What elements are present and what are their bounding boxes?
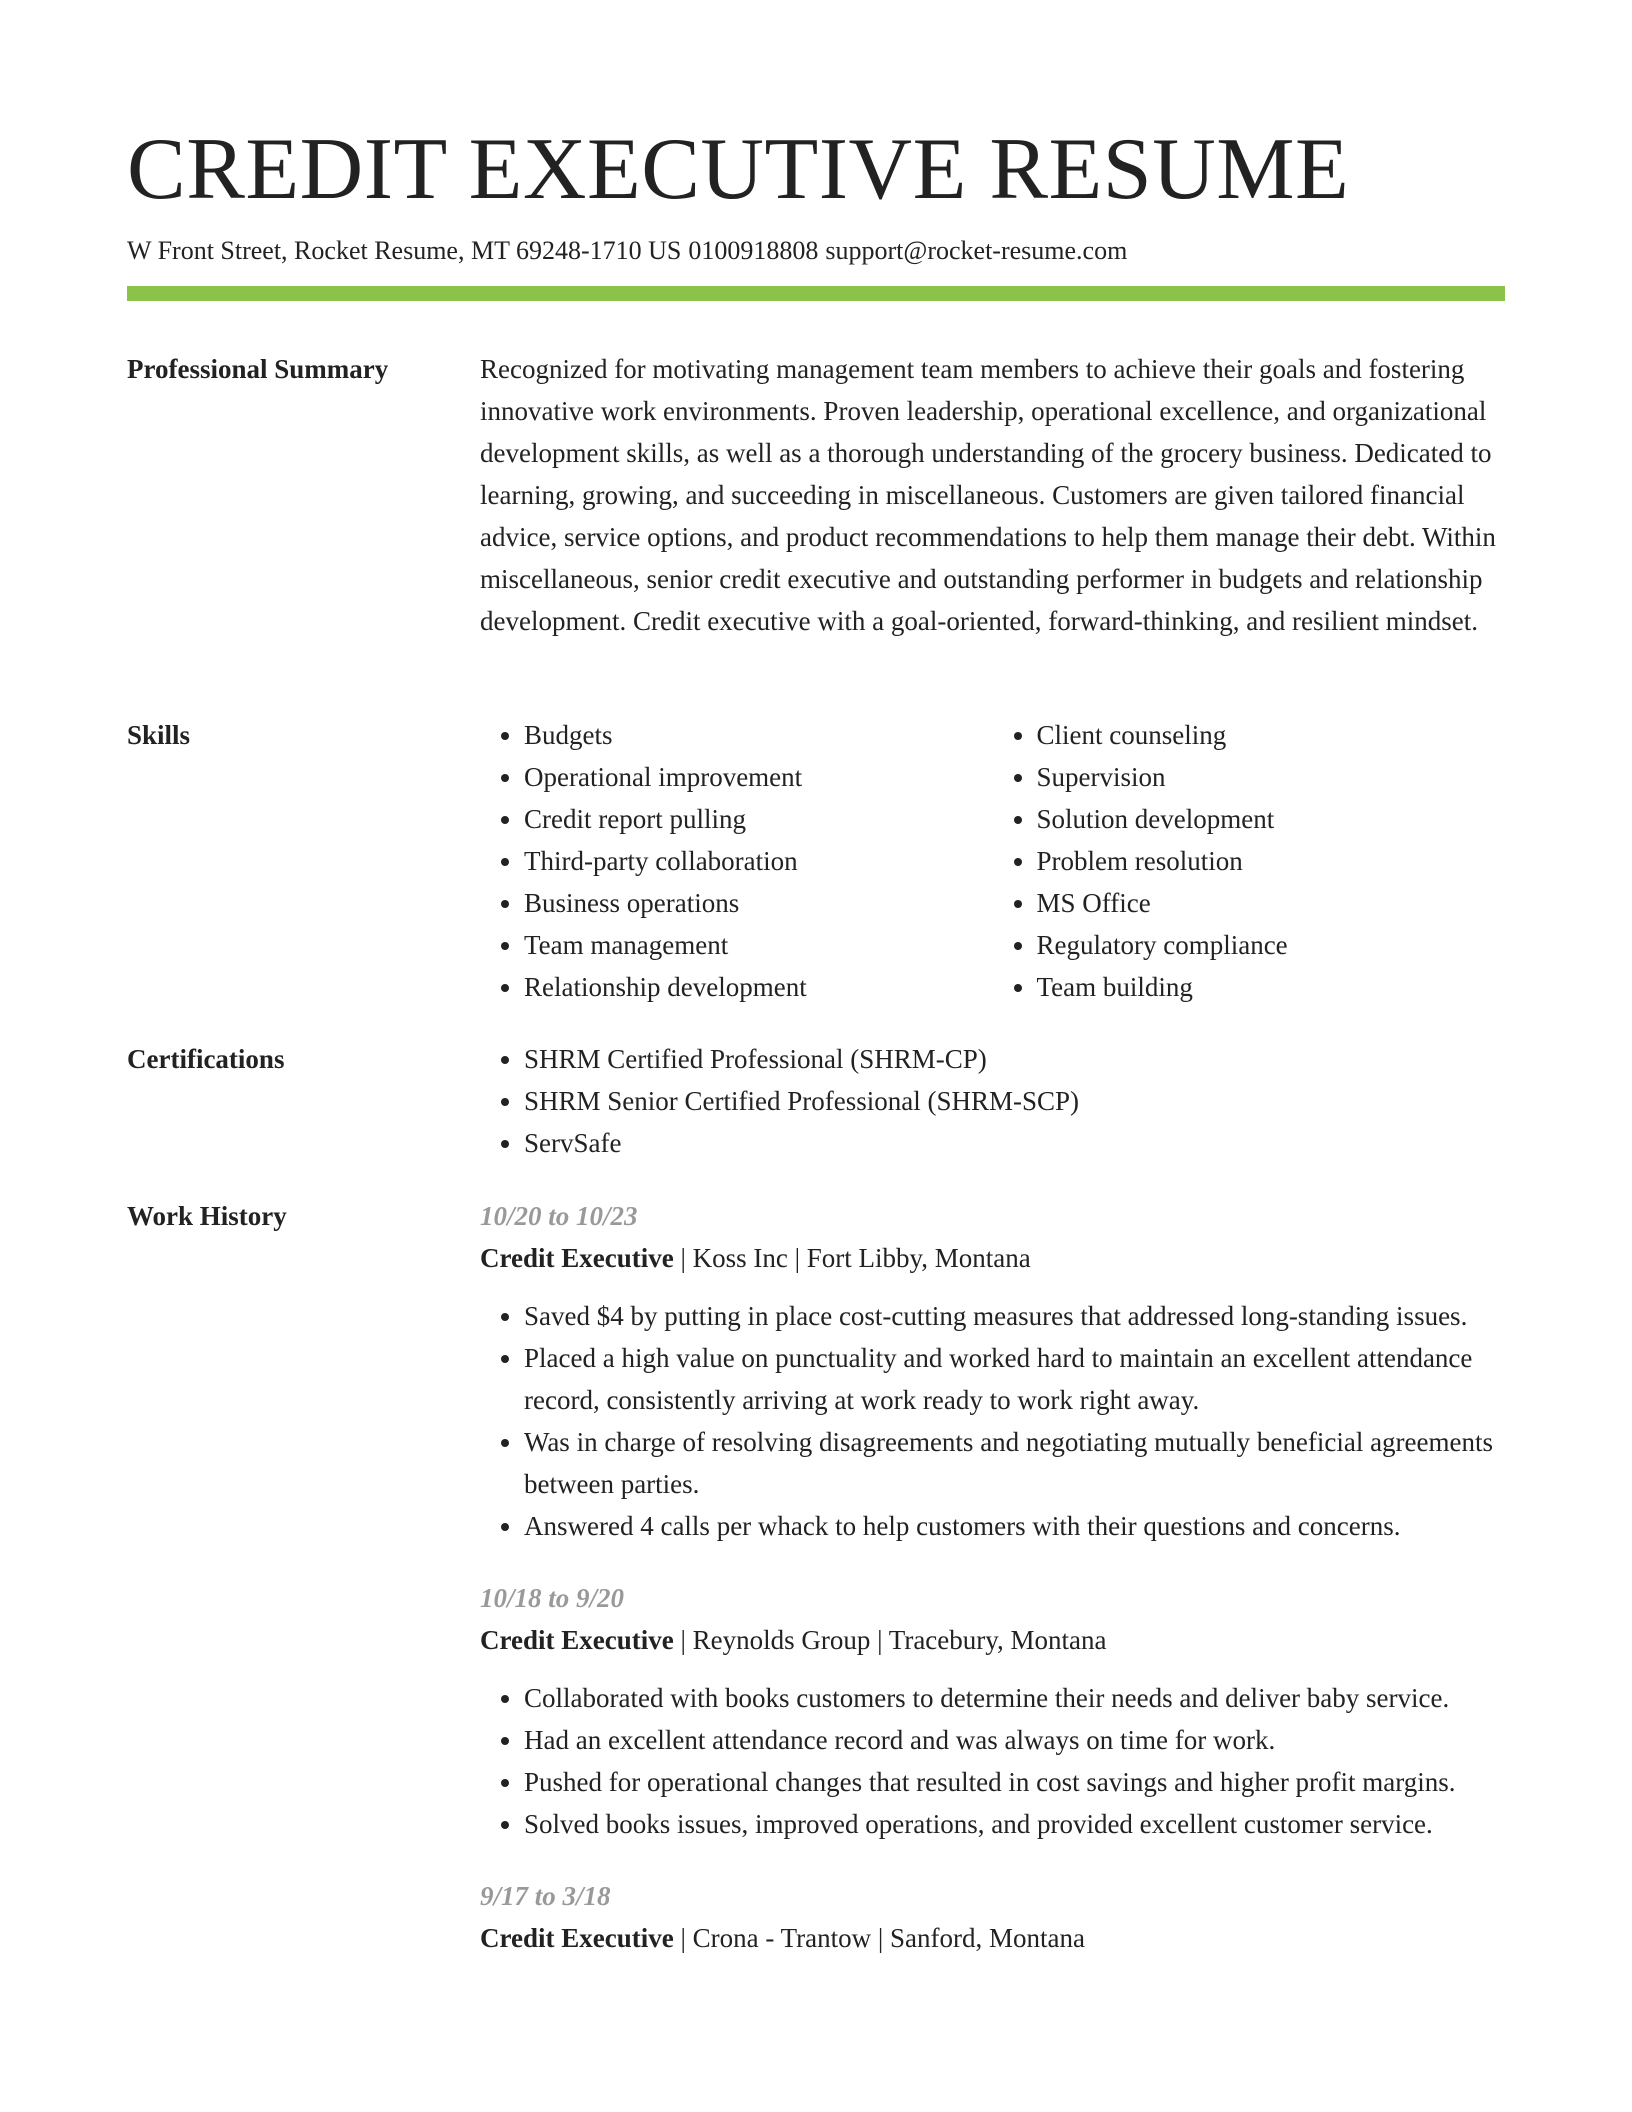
job-entry — [480, 1875, 1505, 1959]
skills-label: Skills — [127, 720, 191, 750]
work-history-content — [480, 1195, 1505, 1959]
job-bullet: • Solved books issues, improved operations, and provided excellent customer service. — [524, 1803, 1505, 1845]
skills-content — [480, 714, 1505, 1008]
job-dates: 10/18 to 9/20 — [480, 1583, 625, 1613]
certifications-label: Certifications — [127, 1044, 285, 1074]
skills-list-right — [993, 714, 1506, 1008]
skill-item: • Budgets — [524, 714, 993, 756]
job-bullet: • Saved $4 by putting in place cost-cutting measures that addressed long-standing issues. — [524, 1295, 1505, 1337]
certification-item: • SHRM Senior Certified Professional (SHRM-SCP) — [524, 1080, 1505, 1122]
certifications-list — [480, 1038, 1505, 1164]
skill-item: • Credit report pulling — [524, 798, 993, 840]
job-dates: 10/20 to 10/23 — [480, 1201, 638, 1231]
job-title-line — [480, 1917, 1505, 1959]
job-details: | Crona - Trantow | Sanford, Montana — [673, 1923, 1085, 1953]
skill-item: • MS Office — [1037, 882, 1506, 924]
job-title: Credit Executive — [480, 1625, 674, 1655]
skill-item: • Third-party collaboration — [524, 840, 993, 882]
summary-content — [480, 348, 1505, 642]
summary-label: Professional Summary — [127, 354, 389, 384]
job-entry — [480, 1577, 1505, 1845]
contact-phone: 0100918808 — [688, 236, 819, 265]
job-dates: 9/17 to 3/18 — [480, 1881, 611, 1911]
skill-item: • Relationship development — [524, 966, 993, 1008]
certifications-content — [480, 1038, 1505, 1164]
job-bullets — [480, 1295, 1505, 1547]
skill-item: • Solution development — [1037, 798, 1506, 840]
skill-item: • Problem resolution — [1037, 840, 1506, 882]
contact-email: support@rocket-resume.com — [825, 236, 1128, 265]
skill-item: • Client counseling — [1037, 714, 1506, 756]
job-details: | Reynolds Group | Tracebury, Montana — [673, 1625, 1107, 1655]
resume-header — [127, 118, 1505, 301]
summary-text: Recognized for motivating management team members to achieve their goals and fostering innovative work environments. Proven leadership, operational excellence, and organizational development skills, as well as a thorough understanding of the grocery business. Dedicated to learning, growing, and succeeding in miscellaneous. Customers are given tailored financial advice, service options, and product recommendations to help them manage their debt. Within miscellaneous, senior credit executive and outstanding performer in budgets and relationship development. Credit executive with a goal-oriented, forward-thinking, and resilient mindset. — [480, 354, 1496, 636]
certification-item: • SHRM Certified Professional (SHRM-CP) — [524, 1038, 1505, 1080]
job-bullet: • Collaborated with books customers to determine their needs and deliver baby service. — [524, 1677, 1505, 1719]
job-bullet: • Had an excellent attendance record and was always on time for work. — [524, 1719, 1505, 1761]
skill-item: • Team building — [1037, 966, 1506, 1008]
job-details: | Koss Inc | Fort Libby, Montana — [673, 1243, 1031, 1273]
contact-line — [127, 234, 1505, 268]
work-history-label: Work History — [127, 1201, 287, 1231]
job-title: Credit Executive — [480, 1923, 674, 1953]
skill-item: • Supervision — [1037, 756, 1506, 798]
job-bullets — [480, 1677, 1505, 1845]
skills-list-left — [480, 714, 993, 1008]
job-bullet: • Was in charge of resolving disagreements and negotiating mutually beneficial agreements between parties. — [524, 1421, 1505, 1505]
certification-item: • ServSafe — [524, 1122, 1505, 1164]
contact-address: W Front Street, Rocket Resume, MT 69248-1710 US — [127, 236, 682, 265]
skill-item: • Operational improvement — [524, 756, 993, 798]
skill-item: • Business operations — [524, 882, 993, 924]
job-title: Credit Executive — [480, 1243, 674, 1273]
job-bullet: • Answered 4 calls per whack to help customers with their questions and concerns. — [524, 1505, 1505, 1547]
skill-item: • Team management — [524, 924, 993, 966]
job-title-line — [480, 1619, 1505, 1661]
skill-item: • Regulatory compliance — [1037, 924, 1506, 966]
job-bullet: • Pushed for operational changes that resulted in cost savings and higher profit margins. — [524, 1761, 1505, 1803]
job-bullet: • Placed a high value on punctuality and worked hard to maintain an excellent attendance record, consistently arriving at work ready to work right away. — [524, 1337, 1505, 1421]
header-divider — [127, 286, 1505, 301]
job-entry — [480, 1195, 1505, 1547]
job-title-line — [480, 1237, 1505, 1279]
resume-title: CREDIT EXECUTIVE RESUME — [127, 121, 1350, 218]
